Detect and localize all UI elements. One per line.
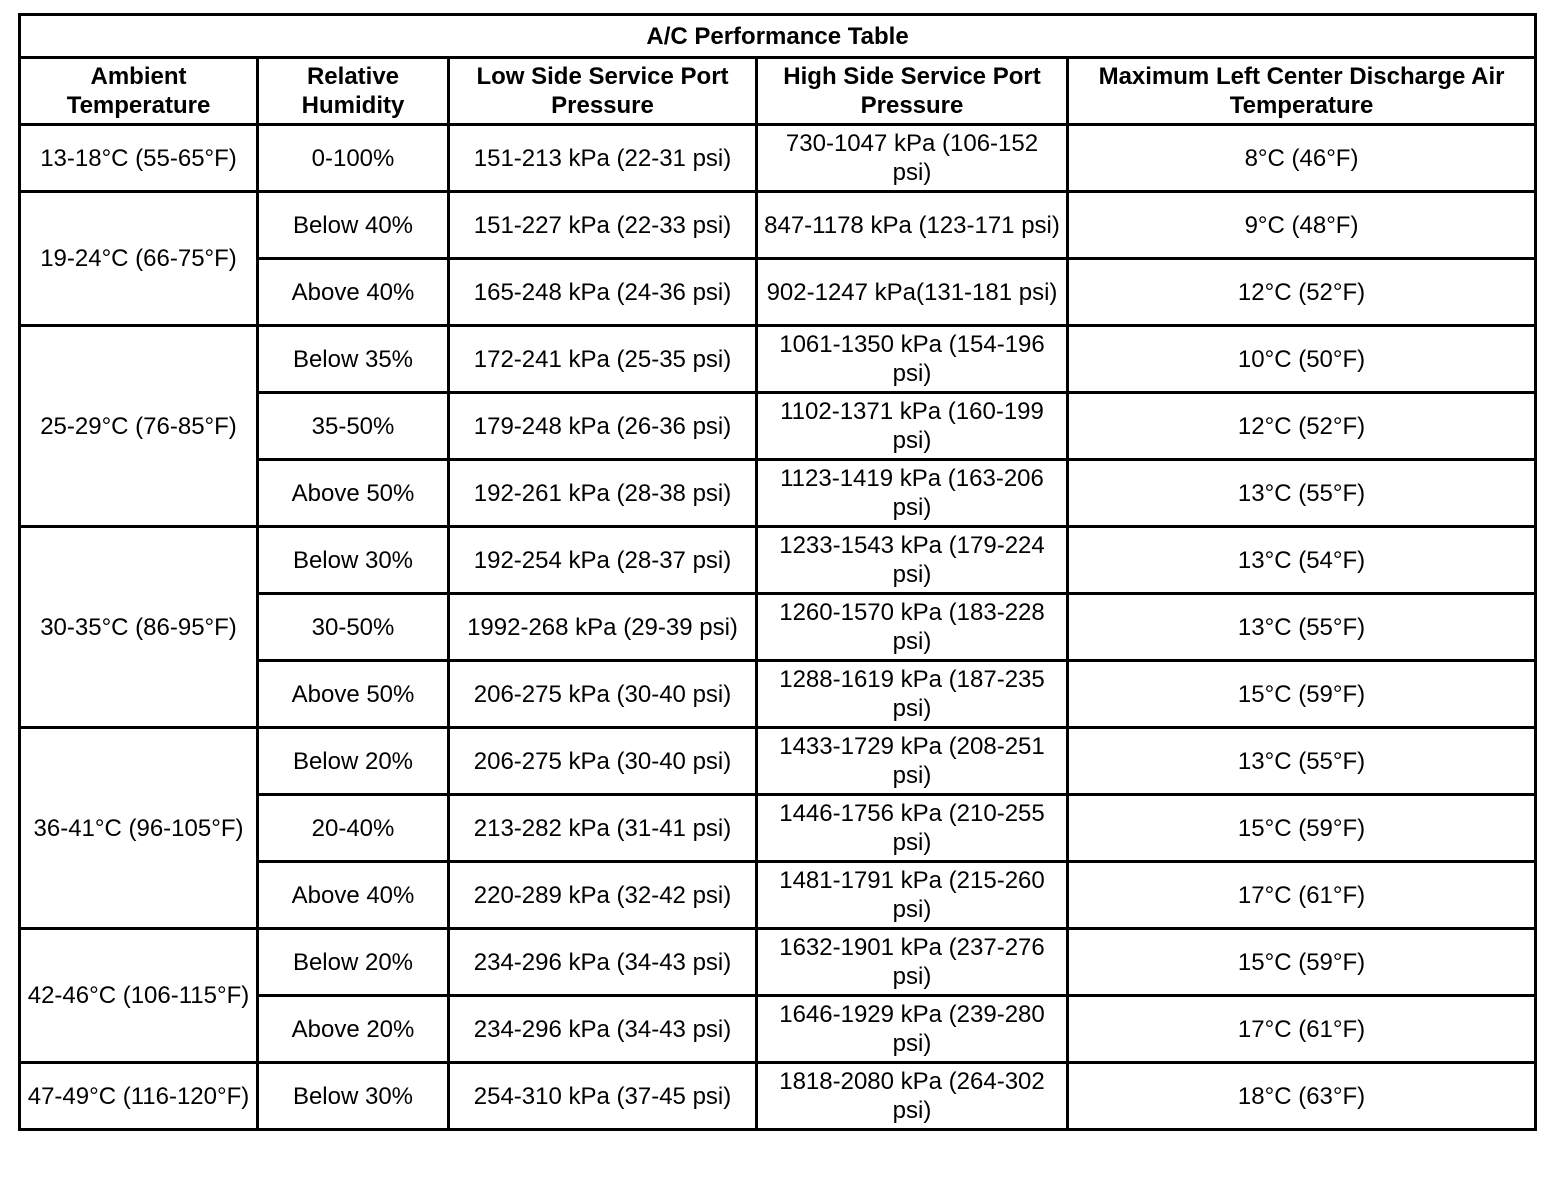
table-row xyxy=(20,527,1536,594)
low-side-pressure-cell: 179-248 kPa (26-36 psi) xyxy=(449,393,757,460)
ambient-temperature-cell: 42-46°C (106-115°F) xyxy=(20,929,258,1063)
low-side-pressure-cell: 220-289 kPa (32-42 psi) xyxy=(449,862,757,929)
discharge-air-temperature-cell: 10°C (50°F) xyxy=(1068,326,1536,393)
high-side-pressure-cell: 1446-1756 kPa (210-255 psi) xyxy=(757,795,1068,862)
high-side-pressure-cell: 1102-1371 kPa (160-199 psi) xyxy=(757,393,1068,460)
table-row xyxy=(20,192,1536,259)
discharge-air-temperature-cell: 15°C (59°F) xyxy=(1068,795,1536,862)
discharge-air-temperature-cell: 12°C (52°F) xyxy=(1068,259,1536,326)
relative-humidity-cell: 0-100% xyxy=(258,125,449,192)
low-side-pressure-cell: 151-227 kPa (22-33 psi) xyxy=(449,192,757,259)
table-row xyxy=(20,1063,1536,1130)
relative-humidity-cell: Below 20% xyxy=(258,728,449,795)
discharge-air-temperature-cell: 9°C (48°F) xyxy=(1068,192,1536,259)
high-side-pressure-cell: 1123-1419 kPa (163-206 psi) xyxy=(757,460,1068,527)
discharge-air-temperature-cell: 13°C (55°F) xyxy=(1068,594,1536,661)
low-side-pressure-cell: 151-213 kPa (22-31 psi) xyxy=(449,125,757,192)
ambient-temperature-cell: 30-35°C (86-95°F) xyxy=(20,527,258,728)
high-side-pressure-cell: 1233-1543 kPa (179-224 psi) xyxy=(757,527,1068,594)
discharge-air-temperature-cell: 17°C (61°F) xyxy=(1068,996,1536,1063)
relative-humidity-cell: Above 50% xyxy=(258,460,449,527)
low-side-pressure-cell: 206-275 kPa (30-40 psi) xyxy=(449,661,757,728)
relative-humidity-cell: Below 40% xyxy=(258,192,449,259)
ambient-temperature-cell: 47-49°C (116-120°F) xyxy=(20,1063,258,1130)
high-side-pressure-cell: 1061-1350 kPa (154-196 psi) xyxy=(757,326,1068,393)
low-side-pressure-cell: 1992-268 kPa (29-39 psi) xyxy=(449,594,757,661)
relative-humidity-cell: Above 50% xyxy=(258,661,449,728)
table-header-row xyxy=(20,58,1536,125)
low-side-pressure-cell: 254-310 kPa (37-45 psi) xyxy=(449,1063,757,1130)
ambient-temperature-cell: 19-24°C (66-75°F) xyxy=(20,192,258,326)
header-ambient-temperature: Ambient Temperature xyxy=(20,58,258,125)
low-side-pressure-cell: 165-248 kPa (24-36 psi) xyxy=(449,259,757,326)
high-side-pressure-cell: 730-1047 kPa (106-152 psi) xyxy=(757,125,1068,192)
table-title: A/C Performance Table xyxy=(20,15,1536,58)
table-row xyxy=(20,728,1536,795)
discharge-air-temperature-cell: 13°C (54°F) xyxy=(1068,527,1536,594)
ac-performance-table xyxy=(18,13,1537,1131)
high-side-pressure-cell: 1632-1901 kPa (237-276 psi) xyxy=(757,929,1068,996)
high-side-pressure-cell: 1481-1791 kPa (215-260 psi) xyxy=(757,862,1068,929)
low-side-pressure-cell: 172-241 kPa (25-35 psi) xyxy=(449,326,757,393)
high-side-pressure-cell: 1818-2080 kPa (264-302 psi) xyxy=(757,1063,1068,1130)
discharge-air-temperature-cell: 12°C (52°F) xyxy=(1068,393,1536,460)
low-side-pressure-cell: 234-296 kPa (34-43 psi) xyxy=(449,996,757,1063)
low-side-pressure-cell: 192-254 kPa (28-37 psi) xyxy=(449,527,757,594)
relative-humidity-cell: Above 40% xyxy=(258,259,449,326)
discharge-air-temperature-cell: 13°C (55°F) xyxy=(1068,460,1536,527)
low-side-pressure-cell: 206-275 kPa (30-40 psi) xyxy=(449,728,757,795)
relative-humidity-cell: Below 20% xyxy=(258,929,449,996)
table-title-row xyxy=(20,15,1536,58)
high-side-pressure-cell: 1288-1619 kPa (187-235 psi) xyxy=(757,661,1068,728)
table-body xyxy=(20,125,1536,1130)
discharge-air-temperature-cell: 15°C (59°F) xyxy=(1068,661,1536,728)
relative-humidity-cell: Above 20% xyxy=(258,996,449,1063)
header-relative-humidity: Relative Humidity xyxy=(258,58,449,125)
header-low-side-pressure: Low Side Service Port Pressure xyxy=(449,58,757,125)
table-row xyxy=(20,929,1536,996)
high-side-pressure-cell: 1433-1729 kPa (208-251 psi) xyxy=(757,728,1068,795)
table-row xyxy=(20,326,1536,393)
relative-humidity-cell: Above 40% xyxy=(258,862,449,929)
ambient-temperature-cell: 25-29°C (76-85°F) xyxy=(20,326,258,527)
discharge-air-temperature-cell: 18°C (63°F) xyxy=(1068,1063,1536,1130)
high-side-pressure-cell: 1646-1929 kPa (239-280 psi) xyxy=(757,996,1068,1063)
header-discharge-air-temperature: Maximum Left Center Discharge Air Temperature xyxy=(1068,58,1536,125)
high-side-pressure-cell: 847-1178 kPa (123-171 psi) xyxy=(757,192,1068,259)
relative-humidity-cell: 30-50% xyxy=(258,594,449,661)
low-side-pressure-cell: 234-296 kPa (34-43 psi) xyxy=(449,929,757,996)
high-side-pressure-cell: 902-1247 kPa(131-181 psi) xyxy=(757,259,1068,326)
discharge-air-temperature-cell: 15°C (59°F) xyxy=(1068,929,1536,996)
relative-humidity-cell: 20-40% xyxy=(258,795,449,862)
high-side-pressure-cell: 1260-1570 kPa (183-228 psi) xyxy=(757,594,1068,661)
table-row xyxy=(20,125,1536,192)
low-side-pressure-cell: 192-261 kPa (28-38 psi) xyxy=(449,460,757,527)
header-high-side-pressure: High Side Service Port Pressure xyxy=(757,58,1068,125)
discharge-air-temperature-cell: 17°C (61°F) xyxy=(1068,862,1536,929)
discharge-air-temperature-cell: 13°C (55°F) xyxy=(1068,728,1536,795)
relative-humidity-cell: Below 35% xyxy=(258,326,449,393)
relative-humidity-cell: 35-50% xyxy=(258,393,449,460)
performance-table-container xyxy=(18,13,1534,1131)
ambient-temperature-cell: 13-18°C (55-65°F) xyxy=(20,125,258,192)
low-side-pressure-cell: 213-282 kPa (31-41 psi) xyxy=(449,795,757,862)
relative-humidity-cell: Below 30% xyxy=(258,527,449,594)
discharge-air-temperature-cell: 8°C (46°F) xyxy=(1068,125,1536,192)
ambient-temperature-cell: 36-41°C (96-105°F) xyxy=(20,728,258,929)
relative-humidity-cell: Below 30% xyxy=(258,1063,449,1130)
